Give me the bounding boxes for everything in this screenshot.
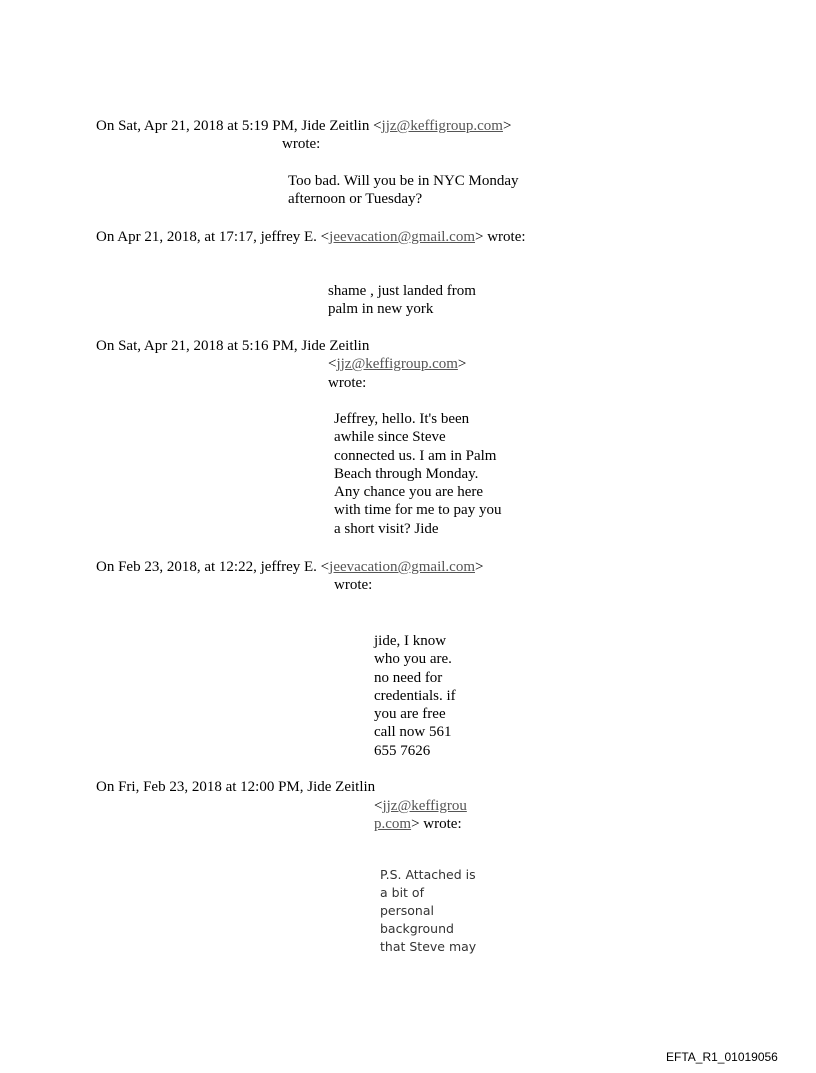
message-body-4 [374, 632, 456, 760]
message-body-2 [328, 282, 476, 318]
header-text: > [475, 559, 484, 575]
body-line: shame , just landed from [328, 283, 476, 299]
body-line: connected us. I am in Palm [334, 447, 497, 464]
header-text: > wrote: [475, 229, 526, 245]
message-body-5 [380, 866, 476, 956]
body-line: who you are. [374, 651, 452, 668]
header-text: > [502, 118, 512, 134]
body-line: credentials. if [374, 687, 456, 704]
email-link[interactable]: p.com [374, 816, 412, 832]
header-text: > wrote: [411, 816, 462, 832]
email-header-3: On Sat, Apr 21, 2018 at 5:16 PM, Jide Zeitlin [96, 338, 370, 354]
body-line: Too bad. Will you be in NYC Monday [288, 173, 519, 189]
body-line: Jeffrey, hello. It's been [334, 411, 470, 427]
body-line: call now 561 [374, 724, 452, 741]
body-line: a bit of [380, 885, 424, 900]
email-link[interactable]: jjz@keffigroup.com [381, 118, 503, 134]
body-line: you are free [374, 706, 446, 723]
header-text: < [374, 798, 383, 814]
header-text: > [457, 356, 467, 372]
body-line: that Steve may [380, 939, 477, 954]
email-link[interactable]: jjz@keffigroup.com [336, 356, 458, 372]
message-body-1 [288, 172, 519, 208]
email-header-4 [96, 558, 483, 576]
email-link[interactable]: jeevacation@gmail.com [329, 559, 475, 575]
body-line: with time for me to pay you [334, 502, 502, 519]
email-link[interactable]: jjz@keffigrou [382, 798, 467, 814]
body-line: palm in new york [328, 301, 434, 317]
document-id-footer: EFTA_R1_01019056 [666, 1050, 778, 1064]
body-line: Beach through Monday. [334, 465, 479, 482]
body-line: awhile since Steve [334, 429, 446, 446]
email-header-5: On Fri, Feb 23, 2018 at 12:00 PM, Jide Zeitlin [96, 779, 376, 795]
email-header-3-wrote: wrote: [328, 375, 367, 391]
email-header-1 [96, 117, 511, 135]
header-text: On Apr 21, 2018, at 17:17, jeffrey E. < [96, 229, 330, 245]
header-text: On Sat, Apr 21, 2018 at 5:19 PM, Jide Zeitlin < [96, 118, 382, 134]
email-header-5-address-cont [374, 815, 462, 833]
body-line: no need for [374, 669, 443, 686]
body-line: personal [380, 903, 434, 918]
email-header-3-address [328, 355, 466, 373]
body-line: Any chance you are here [334, 484, 484, 501]
body-line: afternoon or Tuesday? [288, 191, 423, 207]
email-header-4-wrote: wrote: [334, 577, 373, 593]
body-line: P.S. Attached is [380, 867, 476, 882]
message-body-3 [334, 410, 501, 538]
body-line: background [380, 921, 454, 936]
email-link[interactable]: jeevacation@gmail.com [329, 229, 475, 245]
body-line: jide, I know [374, 633, 447, 649]
email-header-5-address [374, 797, 467, 815]
body-line: a short visit? Jide [334, 520, 439, 537]
header-text: < [328, 356, 337, 372]
header-text: On Feb 23, 2018, at 12:22, jeffrey E. < [96, 559, 330, 575]
email-header-1-wrote: wrote: [282, 136, 321, 152]
email-header-2 [96, 228, 526, 246]
body-line: 655 7626 [374, 742, 431, 759]
